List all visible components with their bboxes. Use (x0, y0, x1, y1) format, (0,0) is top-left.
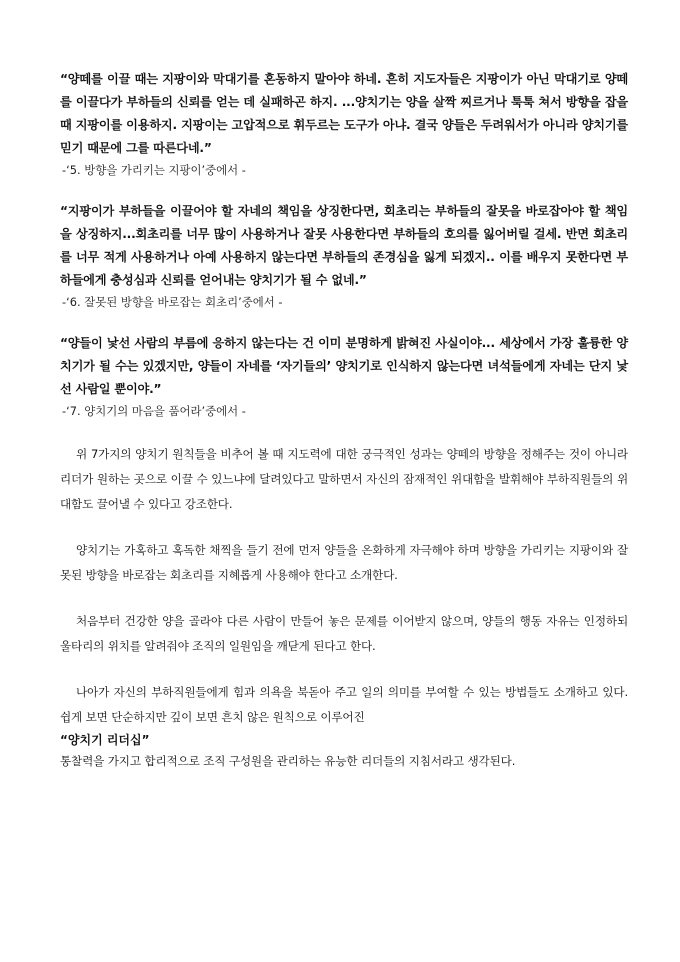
closing-sentence: 통찰력을 가지고 합리적으로 조직 구성원을 관리하는 유능한 리더들의 지침서라고 생각된다. (60, 754, 516, 768)
quote-3: “양들이 낯선 사람의 부름에 응하지 않는다는 건 이미 분명하게 밝혀진 사실이야... 세상에서 가장 훌륭한 양치기가 될 수는 있겠지만, 양들이 자네를 ‘자기들의’ 양치기로 인식하지 않는다면 녀석들에게 자네는 단지 낯선 사람일 뿐이야.” (60, 336, 628, 396)
quote-2-source: -‘6. 잘못된 방향을 바로잡는 회초리’중에서 - (62, 295, 283, 309)
closing-title: “양치기 리더십” (60, 733, 150, 747)
paragraph-2: 양치기는 가혹하고 혹독한 채찍을 들기 전에 먼저 양들을 온화하게 자극해야 하며 방향을 가리키는 지팡이와 잘못된 방향을 바로잡는 회초리를 지혜롭게 사용해야 한다고 소개한다. (60, 543, 628, 582)
quote-1: “양떼를 이끌 때는 지팡이와 막대기를 혼동하지 말아야 하네. 흔히 지도자들은 지팡이가 아닌 막대기로 양떼를 이끌다가 부하들의 신뢰를 얻는 데 실패하곤 하지. ...양치기는 양을 살짝 찌르거나 툭툭 쳐서 방향을 잡을 때 지팡이를 이용하지. 지팡이는 고압적으로 휘두르는 도구가 아냐. 결국 양들은 두려워서가 아니라 양치기를 믿기 때문에 그를 따른다네.” (60, 72, 628, 155)
paragraph-3: 처음부터 건강한 양을 골라야 다른 사람이 만들어 놓은 문제를 이어받지 않으며, 양들의 행동 자유는 인정하되 울타리의 위치를 알려줘야 조직의 일원임을 깨닫게 된다고 한다. (60, 614, 628, 653)
quote-1-source: -‘5. 방향을 가리키는 지팡이’중에서 - (62, 163, 246, 177)
document-page (60, 68, 628, 771)
quote-3-source: -‘7. 양치기의 마음을 품어라’중에서 - (62, 404, 246, 418)
quote-2: “지팡이가 부하들을 이끌어야 할 자네의 책임을 상징한다면, 회초리는 부하들의 잘못을 바로잡아야 할 책임을 상징하지...회초리를 너무 많이 사용하거나 잘못 사용한다면 부하들의 호의를 잃어버릴 걸세. 반면 회초리를 너무 적게 사용하거나 아예 사용하지 않는다면 부하들의 존경심을 잃게 되겠지.. 이를 배우지 못한다면 부하들에게 충성심과 신뢰를 얻어내는 양치기가 될 수 없네.” (60, 204, 628, 287)
paragraph-1: 위 7가지의 양치기 원칙들을 비추어 볼 때 지도력에 대한 궁극적인 성과는 양떼의 방향을 정해주는 것이 아니라 리더가 원하는 곳으로 이끌 수 있느냐에 달려있다고 말하면서 자신의 잠재적인 위대함을 발휘해야 부하직원들의 위대함도 끌어낼 수 있다고 강조한다. (60, 447, 628, 511)
paragraph-4: 나아가 자신의 부하직원들에게 힘과 의욕을 북돋아 주고 일의 의미를 부여할 수 있는 방법들도 소개하고 있다. 쉽게 보면 단순하지만 깊이 보면 흔치 않은 원칙으로 이루어진 (60, 685, 628, 724)
